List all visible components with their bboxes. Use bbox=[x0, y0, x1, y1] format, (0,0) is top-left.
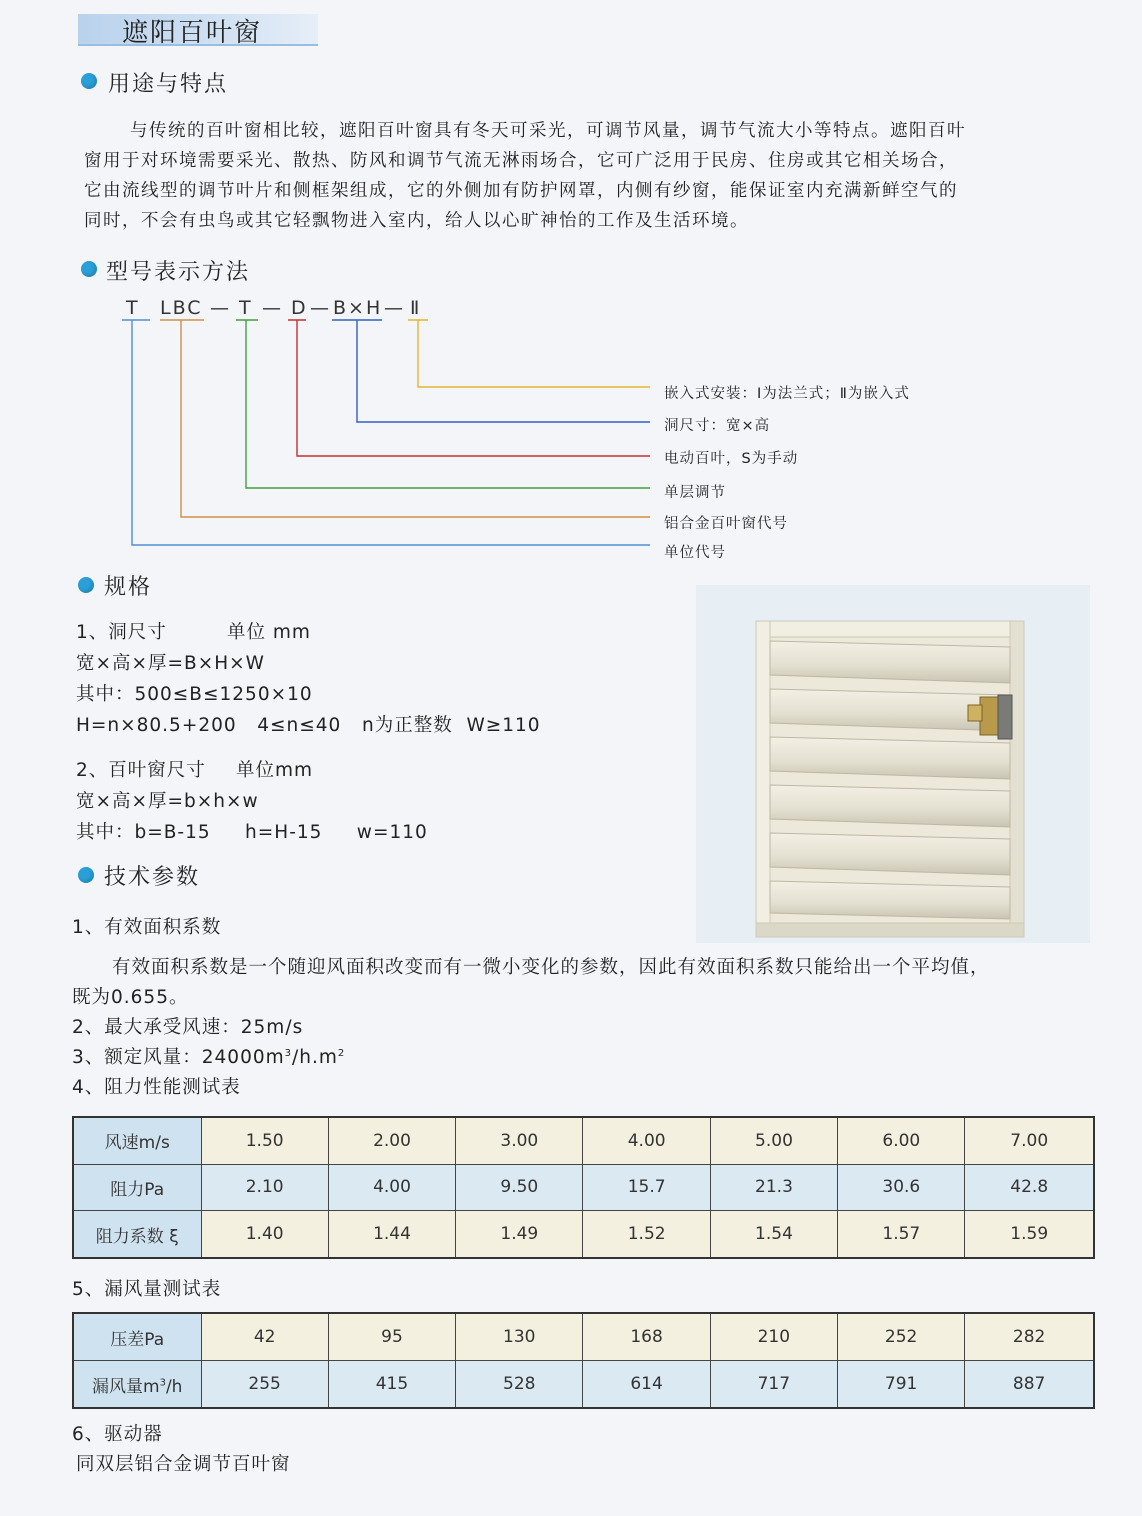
table-cell: 252 bbox=[837, 1313, 964, 1361]
model-code-connectors bbox=[0, 0, 1142, 600]
table-cell: 6.00 bbox=[838, 1117, 965, 1164]
table-cell: 15.7 bbox=[583, 1164, 710, 1210]
section-title-model: 型号表示方法 bbox=[106, 260, 251, 285]
table-cell: 528 bbox=[456, 1361, 583, 1409]
resistance-table bbox=[72, 1116, 1095, 1259]
table-cell: 21.3 bbox=[710, 1164, 837, 1210]
table-cell: 7.00 bbox=[965, 1117, 1094, 1164]
model-code-dash-3: — bbox=[310, 297, 331, 319]
table-cell: 282 bbox=[965, 1313, 1094, 1361]
table-header-cell: 阻力系数 ξ bbox=[73, 1211, 201, 1258]
connector-line-single bbox=[236, 320, 650, 488]
table-cell: 42 bbox=[201, 1313, 328, 1361]
louver-photo bbox=[696, 585, 1090, 943]
table-cell: 1.57 bbox=[838, 1211, 965, 1258]
table-header-cell: 阻力Pa bbox=[73, 1164, 201, 1210]
tech-1-text-a: 有效面积系数是一个随迎风面积改变而有一微小变化的参数，因此有效面积系数只能给出一个平均值， bbox=[112, 957, 990, 978]
connector-line-motor bbox=[288, 320, 650, 456]
table-cell: 1.40 bbox=[201, 1211, 328, 1258]
table-cell: 2.00 bbox=[328, 1117, 455, 1164]
tech-1-text-b: 既为0.655。 bbox=[72, 987, 189, 1008]
bullet-icon bbox=[78, 577, 94, 593]
table-cell: 168 bbox=[583, 1313, 710, 1361]
spec-1-heading: 1、洞尺寸 bbox=[76, 622, 167, 643]
table-cell: 95 bbox=[328, 1313, 455, 1361]
legend-motor: 电动百叶，S为手动 bbox=[664, 451, 799, 467]
table-cell: 3.00 bbox=[456, 1117, 583, 1164]
table-row bbox=[73, 1313, 1094, 1361]
table-cell: 2.10 bbox=[201, 1164, 328, 1210]
legend-single: 单层调节 bbox=[664, 485, 726, 501]
page-title: 遮阳百叶窗 bbox=[122, 18, 263, 48]
connector-line-unit bbox=[122, 320, 650, 545]
tech-5: 5、漏风量测试表 bbox=[72, 1279, 222, 1300]
usage-line-4: 同时，不会有虫鸟或其它轻飘物进入室内，给人以心旷神怡的工作及生活环境。 bbox=[84, 211, 749, 231]
legend-alloy: 铝合金百叶窗代号 bbox=[664, 516, 788, 532]
model-code-dash-4: — bbox=[384, 297, 405, 319]
model-code-bxh: B×H bbox=[333, 297, 383, 319]
model-code-ii: Ⅱ bbox=[410, 297, 422, 319]
spec-2-values: 其中：b=B-15 h=H-15 w=110 bbox=[76, 822, 428, 843]
legend-size: 洞尺寸：宽×高 bbox=[664, 418, 771, 434]
table-cell: 1.49 bbox=[456, 1211, 583, 1258]
table-cell: 9.50 bbox=[456, 1164, 583, 1210]
leakage-table bbox=[72, 1312, 1095, 1409]
usage-line-3: 它由流线型的调节叶片和侧框架组成，它的外侧加有防护网罩，内侧有纱窗，能保证室内充满新鲜空气的 bbox=[84, 181, 958, 201]
table-row bbox=[73, 1117, 1094, 1164]
table-cell: 42.8 bbox=[965, 1164, 1094, 1210]
spec-1-formula: 宽×高×厚=B×H×W bbox=[76, 653, 265, 674]
section-title-spec: 规格 bbox=[104, 575, 153, 600]
bullet-icon bbox=[78, 867, 94, 883]
legend-mount: 嵌入式安装：Ⅰ为法兰式；Ⅱ为嵌入式 bbox=[664, 386, 910, 402]
table-row bbox=[73, 1361, 1094, 1409]
usage-line-1: 与传统的百叶窗相比较，遮阳百叶窗具有冬天可采光，可调节风量，调节气流大小等特点。遮阳百叶 bbox=[130, 121, 966, 141]
table-cell: 5.00 bbox=[710, 1117, 837, 1164]
model-code-t: T bbox=[126, 297, 140, 319]
tech-4: 4、阻力性能测试表 bbox=[72, 1077, 241, 1098]
table-cell: 717 bbox=[710, 1361, 837, 1409]
table-header-cell: 压差Pa bbox=[73, 1313, 201, 1361]
table-cell: 1.54 bbox=[710, 1211, 837, 1258]
spec-2-heading: 2、百叶窗尺寸 bbox=[76, 760, 206, 781]
spec-1-range: 其中：500≤B≤1250×10 bbox=[76, 684, 313, 705]
spec-1-height: H=n×80.5+200 4≤n≤40 n为正整数 W≥110 bbox=[76, 715, 541, 736]
table-cell: 130 bbox=[456, 1313, 583, 1361]
table-cell: 4.00 bbox=[583, 1117, 710, 1164]
tech-1-heading: 1、有效面积系数 bbox=[72, 917, 222, 938]
table-cell: 791 bbox=[837, 1361, 964, 1409]
table-cell: 1.59 bbox=[965, 1211, 1094, 1258]
usage-line-2: 窗用于对环境需要采光、散热、防风和调节气流无淋雨场合，它可广泛用于民房、住房或其它相关场合， bbox=[84, 151, 958, 171]
tech-2: 2、最大承受风速：25m/s bbox=[72, 1017, 304, 1038]
table-cell: 1.44 bbox=[328, 1211, 455, 1258]
table-cell: 30.6 bbox=[838, 1164, 965, 1210]
section-title-usage: 用途与特点 bbox=[108, 72, 229, 97]
spec-1-unit: 单位 mm bbox=[227, 622, 311, 643]
table-cell: 614 bbox=[583, 1361, 710, 1409]
table-cell: 415 bbox=[328, 1361, 455, 1409]
table-row bbox=[73, 1164, 1094, 1210]
model-code-t2: T bbox=[239, 297, 253, 319]
model-code-d: D bbox=[291, 297, 308, 319]
table-cell: 255 bbox=[201, 1361, 328, 1409]
table-header-cell: 漏风量$m^3/h$ bbox=[73, 1361, 201, 1409]
model-code-lbc: LBC bbox=[160, 297, 203, 319]
table-cell: 4.00 bbox=[328, 1164, 455, 1210]
connector-line-size bbox=[332, 320, 650, 422]
model-code-dash-2: — bbox=[262, 297, 283, 319]
table-cell: 1.50 bbox=[201, 1117, 328, 1164]
table-cell: 210 bbox=[710, 1313, 837, 1361]
table-cell: 1.52 bbox=[583, 1211, 710, 1258]
table-cell: 887 bbox=[965, 1361, 1094, 1409]
model-code-dash-1: — bbox=[210, 297, 231, 319]
connector-line-mount bbox=[408, 320, 650, 387]
section-title-tech: 技术参数 bbox=[104, 865, 201, 890]
tech-6-text: 同双层铝合金调节百叶窗 bbox=[76, 1454, 291, 1475]
spec-2-formula: 宽×高×厚=b×h×w bbox=[76, 791, 259, 812]
legend-unit: 单位代号 bbox=[664, 545, 726, 561]
table-header-cell: 风速m/s bbox=[73, 1117, 201, 1164]
tech-6: 6、驱动器 bbox=[72, 1424, 163, 1445]
spec-2-unit: 单位mm bbox=[236, 760, 314, 781]
tech-3: 3、额定风量：$24000m^3/h.m^2$ bbox=[72, 1047, 346, 1068]
table-row bbox=[73, 1211, 1094, 1258]
